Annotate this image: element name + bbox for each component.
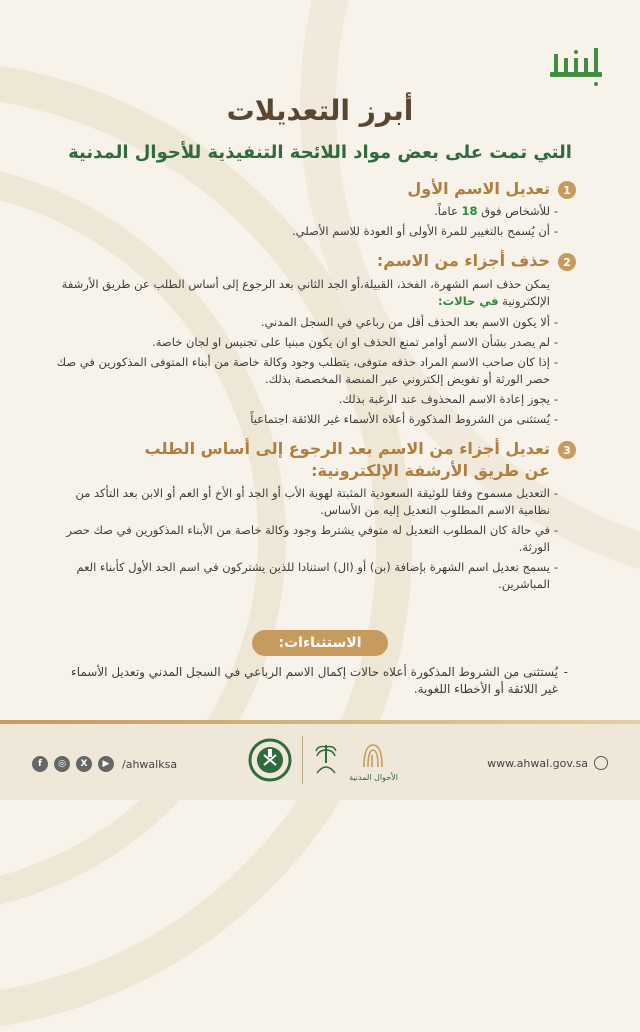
website-url[interactable]: www.ahwal.gov.sa	[487, 756, 588, 770]
section-number: 2	[558, 253, 576, 271]
list-item: - للأشخاص فوق 18 عاماً.	[56, 203, 576, 220]
x-icon[interactable]: X	[76, 756, 92, 772]
logo-separator	[302, 736, 303, 784]
section-title: حذف أجزاء من الاسم:	[376, 251, 550, 270]
palm-swords-icon	[313, 741, 339, 779]
section-title: تعديل أجزاء من الاسم بعد الرجوع إلى أساس الطلب	[144, 439, 550, 458]
exceptions-label: الاستثناءات:	[252, 630, 388, 656]
list-item: - أن يُسمح بالتغيير للمرة الأولى أو العودة للاسم الأصلي.	[56, 223, 576, 240]
absher-logo-icon	[546, 38, 606, 90]
section-list	[56, 203, 576, 240]
list-item: - ألا يكون الاسم بعد الحذف أقل من رباعي في السجل المدني.	[56, 314, 576, 331]
age-highlight: 18	[461, 204, 478, 218]
list-item: - لم يصدر بشأن الاسم أوامر تمنع الحذف او ان يكون مبنيا على تجنيس او لجان خاصة.	[56, 334, 576, 351]
facebook-icon[interactable]: f	[32, 756, 48, 772]
section-title-line2: عن طريق الأرشفة الإلكترونية:	[311, 461, 550, 480]
list-item: - يُستثنى من الشروط المذكورة أعلاه الأسماء غير اللائقة اجتماعياً	[56, 411, 576, 428]
website-link[interactable]	[487, 756, 608, 770]
main-content	[56, 178, 576, 596]
section-2	[56, 250, 576, 428]
page-title: أبرز التعديلات	[226, 94, 414, 127]
section-number: 3	[558, 441, 576, 459]
social-handle[interactable]: /ahwalksa	[122, 757, 178, 771]
section-1	[56, 178, 576, 240]
footer-divider	[0, 720, 640, 724]
instagram-icon[interactable]: ◎	[54, 756, 70, 772]
exceptions-text: - يُستثنى من الشروط المذكورة أعلاه حالات إكمال الاسم الرباعي في السجل المدني وتعديل الأسماء غير اللائقة أو الأخطاء اللغوية.	[56, 664, 576, 698]
section-intro: يمكن حذف اسم الشهرة، الفخذ، القبيلة،أو الجد الثاني بعد الرجوع إلى أساس الطلب عن طريق الأرشفة الإلكترونية في حالات:	[61, 277, 550, 308]
ministry-emblem-icon	[248, 735, 292, 785]
list-item: - في حالة كان المطلوب التعديل له متوفي يشترط وجود وكالة خاصة من الأبناء المذكورين في صك حصر الورثة.	[56, 522, 576, 556]
globe-icon	[594, 756, 608, 770]
social-links	[32, 756, 177, 772]
list-item: - إذا كان صاحب الاسم المراد حذفه متوفى، يتطلب وجود وكالة خاصة من أبناء المتوفى المذكورين في صك حصر الورثة أو تفويض إلكتروني عبر المنصة المخصصة بذلك.	[56, 354, 576, 388]
civil-affairs-label: الأحوال المدنية	[349, 772, 398, 782]
civil-affairs-fingerprint-icon	[358, 739, 388, 773]
section-header	[56, 438, 576, 482]
section-list	[56, 314, 576, 428]
list-item: - يسمح تعديل اسم الشهرة بإضافة (بن) أو (ال) استنادا للذين يشتركون في اسم الجد الأول كأبناء العم المباشرين.	[56, 559, 576, 593]
list-item: - يجوز إعادة الاسم المحذوف عند الرغبة بذلك.	[56, 391, 576, 408]
page-subtitle: التي تمت على بعض مواد اللائحة التنفيذية للأحوال المدنية	[68, 142, 572, 163]
list-item: - التعديل مسموح وفقا للوثيقة السعودية المثبتة لهوية الأب أو الجد أو الأخ أو العم أو الابن بعد التأكد من نظامية الاسم المطلوب التعديل إليه من الأساس.	[56, 485, 576, 519]
section-title: تعديل الاسم الأول	[407, 179, 550, 198]
section-number: 1	[558, 181, 576, 199]
section-3	[56, 438, 576, 593]
footer	[0, 720, 640, 800]
footer-logos	[248, 728, 398, 792]
section-list	[56, 485, 576, 593]
youtube-icon[interactable]: ▶	[98, 756, 114, 772]
section-header	[56, 250, 576, 272]
section-header	[56, 178, 576, 200]
